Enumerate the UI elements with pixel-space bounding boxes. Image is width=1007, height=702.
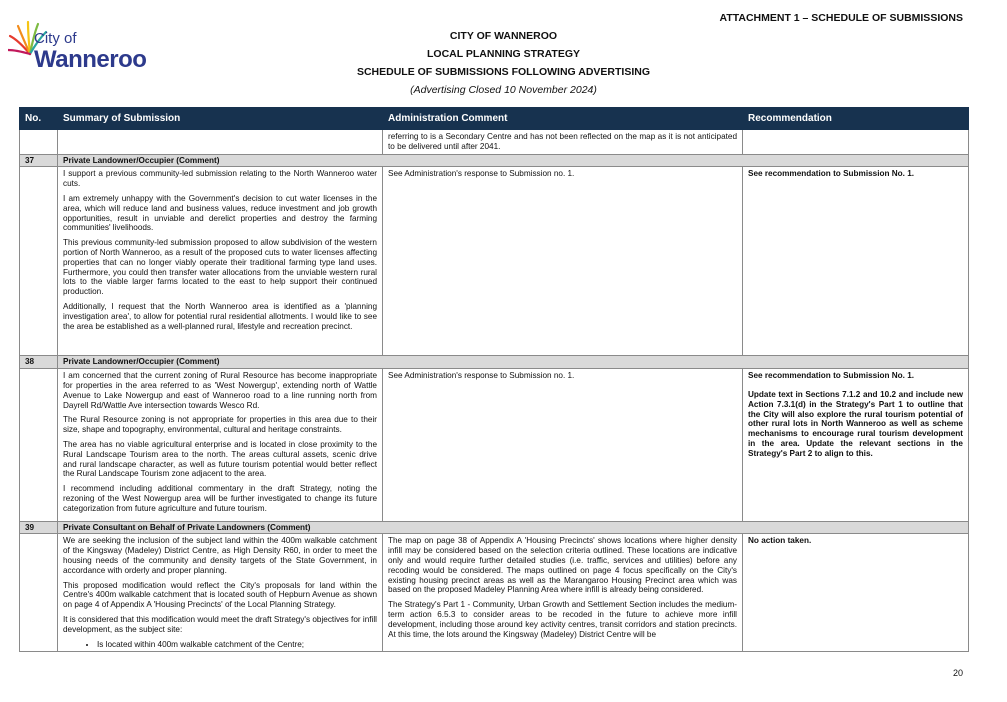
summary-paragraph: I recommend including additional commentary in the draft Strategy, noting the rezoning of the West Nowergup area will be further investigated to change its future categorization from future agriculture and future tourism. bbox=[63, 484, 377, 513]
recommendation-paragraph: See recommendation to Submission No. 1. bbox=[748, 371, 915, 381]
criteria-list bbox=[63, 640, 377, 650]
admin-paragraph: The map on page 38 of Appendix A 'Housing Precincts' shows locations where higher density infill may be considered based on the selection criteria outlined. These locations are indicative only and would require further detailed studies (i.e. traffic, services and utilities) before any recoding would be considered. The maps outlined on page 4 focus specifically on the City's existing housing precinct areas as well as the Marangaroo Housing Precinct area which was based on the proposed Madeley Planning Area where infill is already being considered. bbox=[388, 536, 737, 595]
recommendation: See recommendation to Submission No. 1. bbox=[743, 167, 969, 356]
submission-summary bbox=[58, 534, 383, 652]
logo-line2: Wanneroo bbox=[34, 46, 147, 73]
summary-paragraph: I am extremely unhappy with the Government's decision to cut water licenses in the area, which will reduce land and business values, reduce investment and job growth opportunities, result in unviable and derelict properties and destroy the farming communities' livelihoods. bbox=[63, 193, 377, 233]
continued-admin-comment: referring to is a Secondary Centre and has not been reflected on the map as it is not anticipated to be delivered until after 2041. bbox=[383, 130, 743, 155]
page-number: 20 bbox=[952, 668, 963, 678]
table-row bbox=[20, 534, 969, 652]
admin-comment bbox=[383, 167, 743, 356]
admin-comment bbox=[383, 534, 743, 652]
header-recommendation: Recommendation bbox=[743, 108, 969, 130]
submission-summary bbox=[58, 369, 383, 521]
summary-paragraph: I am concerned that the current zoning of Rural Resource has become inappropriate for properties in the area referred to as 'West Nowergup', extending north of Wattle Avenue to Lake Nowergup and east of Wanneroo road to a line running north from Dayrell Rd/Wattle Ave intersection towards Wesco Rd. bbox=[63, 371, 377, 410]
submission-number: 39 bbox=[20, 521, 58, 534]
submitter-type: Private Landowner/Occupier (Comment) bbox=[58, 356, 969, 369]
attachment-title: ATTACHMENT 1 – SCHEDULE OF SUBMISSIONS bbox=[719, 12, 963, 24]
header-no: No. bbox=[20, 108, 58, 130]
table-row bbox=[20, 167, 969, 356]
submitter-type: Private Landowner/Occupier (Comment) bbox=[58, 154, 969, 167]
table-row bbox=[20, 369, 969, 521]
submitter-type: Private Consultant on Behalf of Private Landowners (Comment) bbox=[58, 521, 969, 534]
summary-paragraph: This previous community-led submission proposed to allow subdivision of the western portion of North Wanneroo, as a result of the proposed cuts to water licenses affecting properties that can no longer viably operate their traditional farming type land uses. Furthermore, you could then transfer water allocations from the unviable western rural lots to the viable larger farms located to the east to help support their continued production. bbox=[63, 238, 377, 297]
admin-paragraph: See Administration's response to Submission no. 1. bbox=[388, 371, 575, 381]
submission-summary bbox=[58, 167, 383, 356]
submission-number: 38 bbox=[20, 356, 58, 369]
heading-line3: SCHEDULE OF SUBMISSIONS FOLLOWING ADVERTISING bbox=[356, 66, 651, 78]
submission-number: 37 bbox=[20, 154, 58, 167]
heading-line1: CITY OF WANNEROO bbox=[449, 30, 558, 42]
summary-paragraph: It is considered that this modification would meet the draft Strategy's objectives for infill development, as the subject site: bbox=[63, 614, 377, 634]
group-row-38 bbox=[20, 356, 969, 369]
summary-paragraph: We are seeking the inclusion of the subject land within the 400m walkable catchment of the Kingsway (Madeley) District Centre, as High Density R60, in order to meet the housing needs of the community and density targets of the State Government, in accordance with orderly and proper planning. bbox=[63, 536, 377, 575]
heading-line2: LOCAL PLANNING STRATEGY bbox=[426, 48, 581, 60]
header-admin: Administration Comment bbox=[383, 108, 743, 130]
submissions-table bbox=[19, 107, 969, 652]
admin-paragraph: See Administration's response to Submission no. 1. bbox=[388, 169, 575, 179]
heading-line4: (Advertising Closed 10 November 2024) bbox=[410, 84, 597, 96]
summary-paragraph: The Rural Resource zoning is not appropriate for properties in this area due to their size, shape and topography, environmental, cultural and heritage constraints. bbox=[63, 415, 377, 435]
table-row bbox=[20, 130, 969, 155]
admin-comment bbox=[383, 369, 743, 521]
logo-line1: City of bbox=[34, 30, 77, 47]
summary-paragraph: This proposed modification would reflect the City's proposals for land within the Centre's 400m walkable catchment that is located south of Hepburn Avenue as shown on page 4 of Appendix A 'Housing Precincts' of the Local Planning Strategy. bbox=[63, 580, 377, 610]
header-summary: Summary of Submission bbox=[58, 108, 383, 130]
list-item: • Is located within 400m walkable catchment of the Centre; bbox=[97, 640, 377, 650]
summary-paragraph: I support a previous community-led submission relating to the North Wanneroo water cuts. bbox=[63, 169, 377, 189]
recommendation bbox=[743, 369, 969, 521]
table-header-row bbox=[20, 108, 969, 130]
recommendation-paragraph: Update text in Sections 7.1.2 and 10.2 and include new Action 7.3.1(d) in the Strategy's Part 1 to outline that the City will also explore the rural tourism potential of other rural lots in North Wanneroo as well as scheme mechanisms to encourage rural tourism development in the area. Update the relevant sections in the Strategy's Part 2 to align to this. bbox=[748, 389, 963, 458]
group-row-37 bbox=[20, 154, 969, 167]
admin-paragraph: The Strategy's Part 1 - Community, Urban Growth and Settlement Section includes the medium-term action 6.5.3 to consider areas to be recoded in the future to achieve more infill development, including those around key activity centres, transit corridors and station precincts. At this time, the lots around the Kingsway (Madeley) District Centre will be bbox=[388, 600, 737, 639]
summary-paragraph: The area has no viable agricultural enterprise and is located in close proximity to the Rural Landscape Tourism area to the north. The areas cultural assets, scenic drive and rural landscape character, as well as future tourism potential would better reflect the Rural Landscape Tourism zone adjacent to the area. bbox=[63, 439, 377, 479]
group-row-39 bbox=[20, 521, 969, 534]
recommendation: No action taken. bbox=[743, 534, 969, 652]
summary-paragraph: Additionally, I request that the North Wanneroo area is identified as a 'planning investigation area', to allow for potential rural residential allotments. I would like to see the area be established as a well-planned rural, lifestyle and recreation precinct. bbox=[63, 301, 377, 331]
